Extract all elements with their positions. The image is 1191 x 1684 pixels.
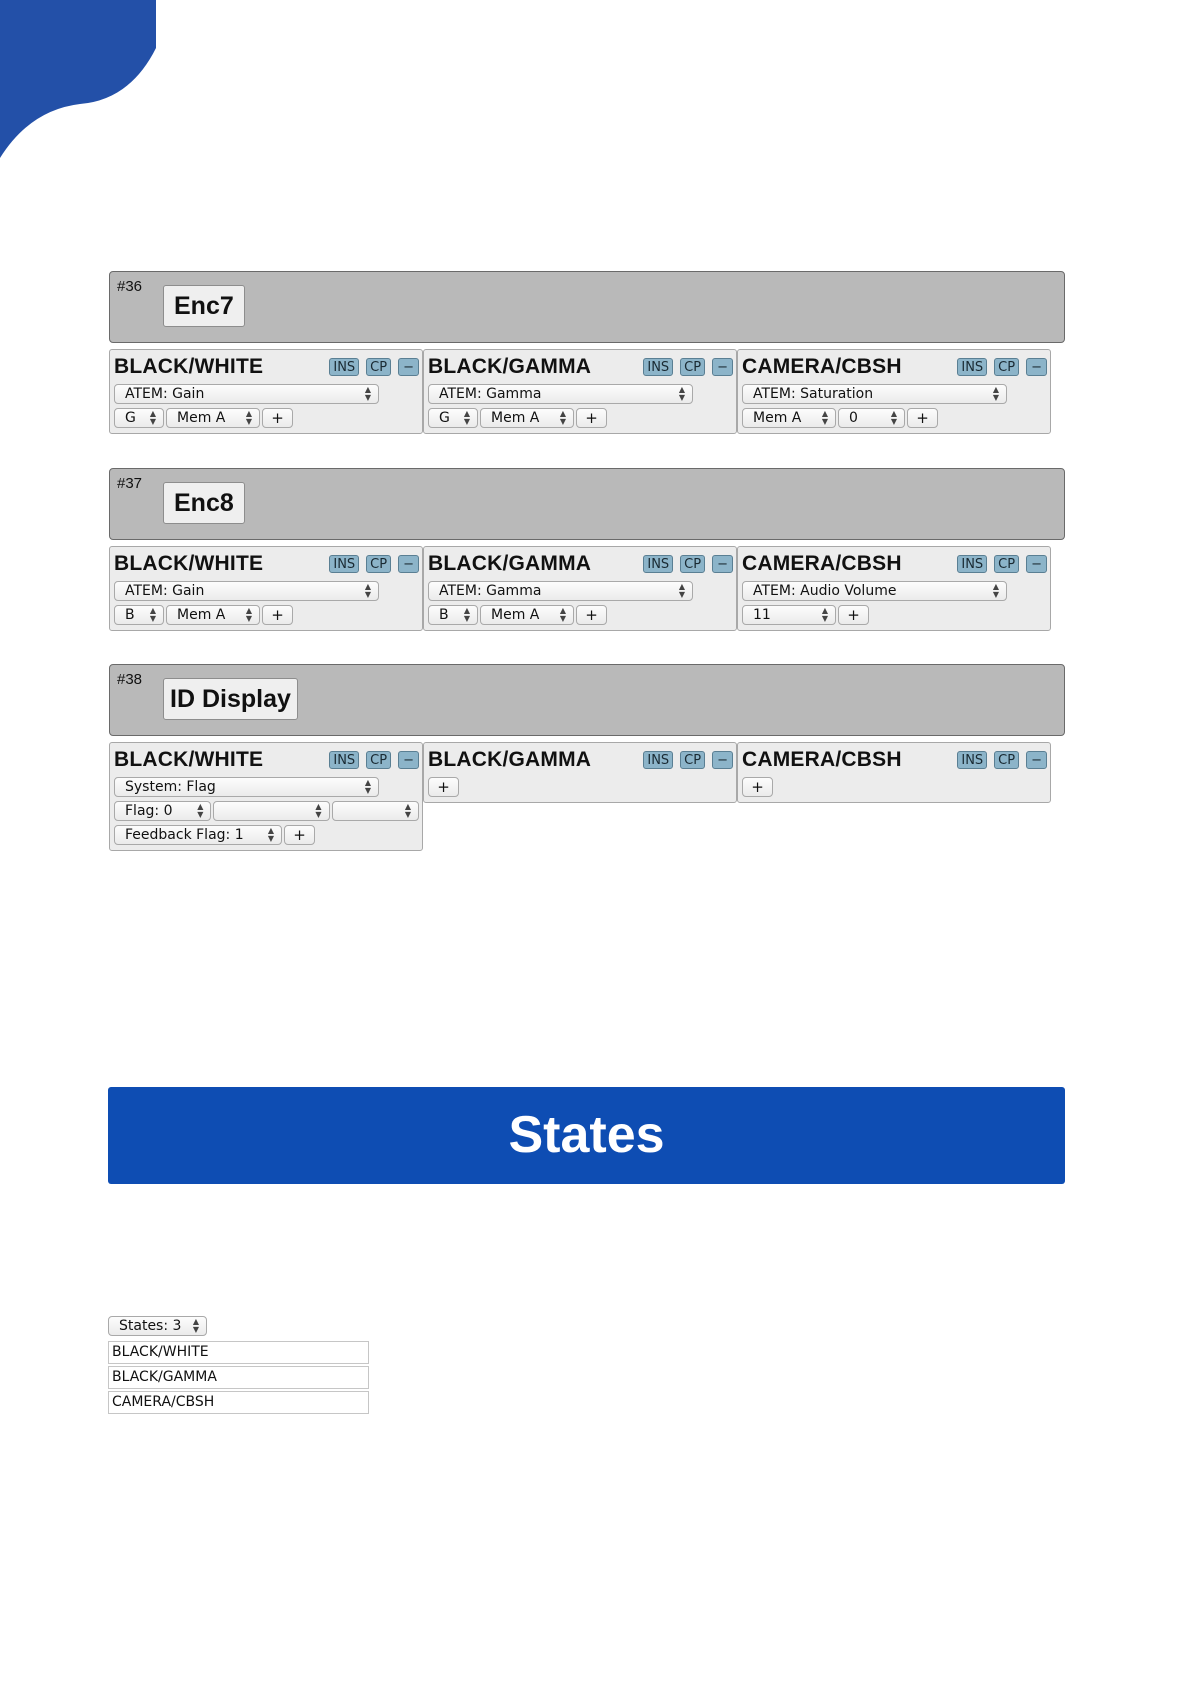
corner-decoration (0, 0, 160, 160)
updown-icon: ▲ ▼ (245, 409, 252, 426)
updown-icon: ▲ ▼ (463, 606, 470, 623)
updown-icon: ▲ ▼ (149, 606, 156, 623)
state-title: CAMERA/CBSH (742, 748, 902, 771)
remove-button[interactable]: − (1026, 751, 1047, 769)
state-box-camera-cbsh (737, 742, 1051, 803)
encoder-number: #37 (117, 475, 143, 492)
updown-icon: ▲ ▼ (559, 606, 566, 623)
state-row (109, 742, 1065, 851)
param-select[interactable] (213, 801, 329, 821)
action-select[interactable]: ATEM: Audio Volume ▲ ▼ (742, 581, 1007, 601)
remove-button[interactable]: − (1026, 358, 1047, 376)
copy-button[interactable]: CP (680, 358, 705, 376)
insert-button[interactable]: INS (643, 555, 673, 573)
add-button[interactable]: + (576, 408, 607, 428)
copy-button[interactable]: CP (366, 555, 391, 573)
list-item[interactable]: BLACK/WHITE (108, 1341, 369, 1364)
insert-button[interactable]: INS (957, 555, 987, 573)
add-button[interactable]: + (284, 825, 315, 845)
updown-icon: ▲ ▼ (463, 409, 470, 426)
add-button[interactable]: + (262, 408, 293, 428)
param-select[interactable]: 0 ▲ ▼ (838, 408, 905, 428)
param-select[interactable] (332, 801, 419, 821)
flag-select[interactable]: Flag: 0 ▲ ▼ (114, 801, 211, 821)
state-box-camera-cbsh (737, 349, 1051, 434)
updown-icon: ▲ ▼ (559, 409, 566, 426)
encoder-36 (109, 271, 1065, 434)
action-select[interactable]: ATEM: Gain ▲ ▼ (114, 581, 379, 601)
param-select[interactable]: Mem A ▲ ▼ (742, 408, 836, 428)
updown-icon: ▲ ▼ (364, 582, 371, 599)
state-box-black-white (109, 546, 423, 631)
param-select[interactable]: 11 ▲ ▼ (742, 605, 836, 625)
state-title: BLACK/GAMMA (428, 748, 592, 771)
encoder-number: #38 (117, 671, 143, 688)
state-row (109, 546, 1065, 631)
updown-icon: ▲ ▼ (267, 826, 274, 843)
param-select[interactable]: Mem A ▲ ▼ (480, 408, 574, 428)
encoder-header (109, 664, 1065, 736)
param-select[interactable]: Mem A ▲ ▼ (480, 605, 574, 625)
copy-button[interactable]: CP (994, 358, 1019, 376)
state-box-black-white (109, 742, 423, 851)
remove-button[interactable]: − (398, 751, 419, 769)
updown-icon: ▲ ▼ (315, 802, 322, 819)
updown-icon: ▲ ▼ (890, 409, 897, 426)
state-box-black-gamma (423, 742, 737, 803)
updown-icon: ▲ ▼ (992, 385, 999, 402)
add-button[interactable]: + (907, 408, 938, 428)
param-select[interactable]: Mem A ▲ ▼ (166, 408, 260, 428)
encoder-38 (109, 664, 1065, 851)
encoder-name-button[interactable]: Enc7 (163, 285, 245, 327)
encoder-name-button[interactable]: ID Display (163, 678, 298, 720)
copy-button[interactable]: CP (994, 751, 1019, 769)
state-title: BLACK/WHITE (114, 748, 264, 771)
updown-icon: ▲ ▼ (192, 1317, 199, 1334)
insert-button[interactable]: INS (957, 358, 987, 376)
add-button[interactable]: + (576, 605, 607, 625)
remove-button[interactable]: − (712, 751, 733, 769)
state-title: BLACK/GAMMA (428, 552, 592, 575)
insert-button[interactable]: INS (957, 751, 987, 769)
state-box-camera-cbsh (737, 546, 1051, 631)
param-select[interactable]: B ▲ ▼ (114, 605, 164, 625)
encoder-header (109, 468, 1065, 540)
add-button[interactable]: + (742, 777, 773, 797)
states-banner: States (108, 1087, 1065, 1184)
updown-icon: ▲ ▼ (197, 802, 204, 819)
action-select[interactable]: ATEM: Saturation ▲ ▼ (742, 384, 1007, 404)
copy-button[interactable]: CP (680, 555, 705, 573)
state-title: CAMERA/CBSH (742, 552, 902, 575)
param-select[interactable]: G ▲ ▼ (114, 408, 164, 428)
updown-icon: ▲ ▼ (821, 606, 828, 623)
copy-button[interactable]: CP (366, 358, 391, 376)
updown-icon: ▲ ▼ (404, 802, 412, 819)
encoder-37 (109, 468, 1065, 631)
state-title: BLACK/WHITE (114, 355, 264, 378)
updown-icon: ▲ ▼ (245, 606, 252, 623)
state-title: CAMERA/CBSH (742, 355, 902, 378)
action-select[interactable]: ATEM: Gamma ▲ ▼ (428, 581, 693, 601)
action-select[interactable]: ATEM: Gamma ▲ ▼ (428, 384, 693, 404)
remove-button[interactable]: − (398, 358, 419, 376)
action-select[interactable]: System: Flag ▲ ▼ (114, 777, 379, 797)
updown-icon: ▲ ▼ (678, 582, 685, 599)
action-select[interactable]: ATEM: Gain ▲ ▼ (114, 384, 379, 404)
feedback-flag-select[interactable]: Feedback Flag: 1 ▲ ▼ (114, 825, 282, 845)
updown-icon: ▲ ▼ (364, 778, 371, 795)
encoder-header (109, 271, 1065, 343)
param-select[interactable]: B ▲ ▼ (428, 605, 478, 625)
remove-button[interactable]: − (398, 555, 419, 573)
copy-button[interactable]: CP (366, 751, 391, 769)
updown-icon: ▲ ▼ (364, 385, 371, 402)
states-list (108, 1341, 369, 1416)
state-title: BLACK/GAMMA (428, 355, 592, 378)
encoder-number: #36 (117, 278, 143, 295)
state-row (109, 349, 1065, 434)
remove-button[interactable]: − (1026, 555, 1047, 573)
add-button[interactable]: + (838, 605, 869, 625)
updown-icon: ▲ ▼ (678, 385, 685, 402)
states-count-select[interactable]: States: 3 ▲ ▼ (108, 1316, 207, 1336)
copy-button[interactable]: CP (994, 555, 1019, 573)
updown-icon: ▲ ▼ (821, 409, 828, 426)
insert-button[interactable]: INS (643, 358, 673, 376)
param-select[interactable]: Mem A ▲ ▼ (166, 605, 260, 625)
state-box-black-white (109, 349, 423, 434)
copy-button[interactable]: CP (680, 751, 705, 769)
state-box-black-gamma (423, 349, 737, 434)
state-box-black-gamma (423, 546, 737, 631)
add-button[interactable]: + (262, 605, 293, 625)
state-title: BLACK/WHITE (114, 552, 264, 575)
add-button[interactable]: + (428, 777, 459, 797)
param-select[interactable]: G ▲ ▼ (428, 408, 478, 428)
insert-button[interactable]: INS (329, 358, 359, 376)
remove-button[interactable]: − (712, 555, 733, 573)
remove-button[interactable]: − (712, 358, 733, 376)
updown-icon: ▲ ▼ (992, 582, 999, 599)
insert-button[interactable]: INS (329, 751, 359, 769)
list-item[interactable]: CAMERA/CBSH (108, 1391, 369, 1414)
list-item[interactable]: BLACK/GAMMA (108, 1366, 369, 1389)
updown-icon: ▲ ▼ (149, 409, 156, 426)
insert-button[interactable]: INS (329, 555, 359, 573)
insert-button[interactable]: INS (643, 751, 673, 769)
encoder-name-button[interactable]: Enc8 (163, 482, 245, 524)
